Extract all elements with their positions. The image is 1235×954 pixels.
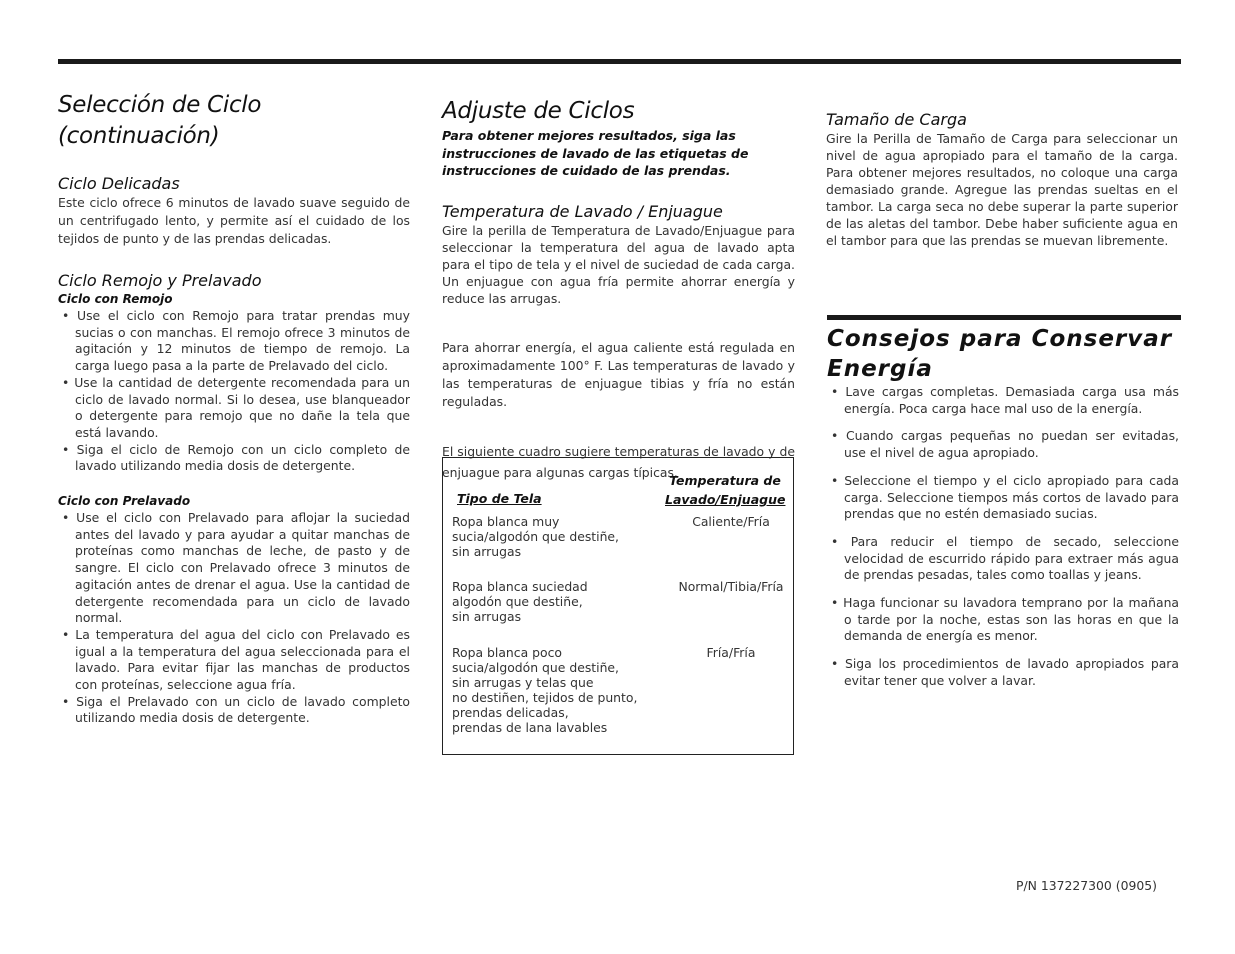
list-item: • Haga funcionar su lavadora temprano por la mañana o tarde por la noche, estas son las horas en que la demanda de energía es menor. [827, 595, 1179, 645]
table-header-temperatura [665, 471, 785, 509]
list-item: • Para reducir el tiempo de secado, seleccione velocidad de escurrido rápido para extraer más agua de prendas pesadas, tales como toallas y jeans. [827, 534, 1179, 584]
text-table-intro: El siguiente cuadro sugiere temperaturas de lavado y de enjuague para algunas cargas típicas. [442, 443, 795, 480]
subheading-ciclo-con-prelavado: Ciclo con Prelavado [58, 494, 191, 509]
list-remojo [58, 308, 410, 475]
text-ahorrar-energia: Para ahorrar energía, el agua caliente está regulada en aproximadamente 100° F. Las temperaturas de lavado y las temperaturas de enjuague tibias y fría no están reguladas. [442, 339, 795, 409]
list-item: • Siga el Prelavado con un ciclo de lavado completo utilizando media dosis de detergente. [58, 694, 410, 727]
column-seleccion-ciclo [58, 90, 410, 727]
section-title-seleccion [58, 90, 410, 152]
table-cell-fabric: Ropa blanca muy sucia/algodón que destiñe, sin arrugas [452, 514, 619, 559]
table-cell-temp: Fría/Fría [706, 645, 756, 660]
table-header-temp-line2: Lavado/Enjuague [665, 492, 786, 507]
subheading-ciclo-con-remojo: Ciclo con Remojo [58, 292, 173, 306]
heading-temperatura: Temperatura de Lavado / Enjuague [442, 201, 723, 221]
list-item: • La temperatura del agua del ciclo con Prelavado es igual a la temperatura del agua seleccionada para el lavado. Para evitar fijar las manchas de productos con proteínas, seleccione agua fría. [58, 627, 410, 694]
list-item: • Seleccione el tiempo y el ciclo apropiado para cada carga. Seleccione tiempos más cortos de lavado para prendas que no estén demasiado sucias. [827, 473, 1179, 523]
table-cell-fabric: Ropa blanca poco sucia/algodón que destiñe, sin arrugas y telas que no destiñen, tejidos de punto, prendas delicadas, prendas de lana lavables [452, 645, 638, 735]
table-cell-temp: Normal/Tibia/Fría [678, 579, 784, 594]
list-item: • Siga el ciclo de Remojo con un ciclo completo de lavado utilizando media dosis de detergente. [58, 442, 410, 475]
list-consejos [827, 384, 1179, 690]
list-item: • Use el ciclo con Remojo para tratar prendas muy sucias o con manchas. El remojo ofrece 3 minutos de agitación y 12 minutos de tiempo de remojo. La carga luego pasa a la parte de Prelavado del ciclo. [58, 308, 410, 375]
consejos-title-line2: Energía [827, 356, 933, 382]
table-header-temp-line1: Temperatura de [669, 473, 781, 488]
section-title-ajuste: Adjuste de Ciclos [442, 98, 635, 124]
list-item: • Lave cargas completas. Demasiada carga usa más energía. Poca carga hace mal uso de la energía. [827, 384, 1179, 417]
consejos-title-line1: Consejos para Conservar [827, 326, 1173, 352]
section-rule [827, 315, 1181, 320]
text-tamano-carga: Gire la Perilla de Tamaño de Carga para seleccionar un nivel de agua apropiado para el tamaño de la carga. Para obtener mejores resultados, no coloque una carga demasiado grande. Agregue las prendas sueltas en el tambor. La carga seca no debe superar la parte superior de las aletas del tambor. Debe haber suficiente agua en el tambor para que las prendas se muevan libremente. [826, 131, 1178, 248]
table-cell-fabric: Ropa blanca suciedad algodón que destiñe, sin arrugas [452, 579, 588, 624]
temperature-table [442, 457, 794, 755]
list-prelavado [58, 510, 410, 727]
text-ciclo-delicadas: Este ciclo ofrece 6 minutos de lavado suave seguido de un centrifugado lento, y permite así el cuidado de los tejidos de punto y de las prendas delicadas. [58, 195, 410, 246]
list-item: • Use la cantidad de detergente recomendada para un ciclo de lavado normal. Si lo desea, use blanqueador o detergente para remojo que no dañe la tela que está lavando. [58, 375, 410, 442]
section-title-consejos [827, 324, 1179, 384]
list-item: • Siga los procedimientos de lavado apropiados para evitar tener que volver a lavar. [827, 656, 1179, 689]
column-ajuste-ciclos [442, 96, 795, 483]
heading-ciclo-delicadas: Ciclo Delicadas [58, 174, 180, 193]
heading-tamano-carga: Tamaño de Carga [826, 110, 967, 129]
intro-text: Para obtener mejores resultados, siga las instrucciones de lavado de las etiquetas de instrucciones de cuidado de las prendas. [442, 128, 749, 178]
table-header-tipo-de-tela: Tipo de Tela [457, 491, 542, 506]
list-item: • Cuando cargas pequeñas no puedan ser evitadas, use el nivel de agua apropiado. [827, 428, 1179, 461]
column-tamano-carga [826, 110, 1178, 249]
heading-ciclo-remojo: Ciclo Remojo y Prelavado [58, 271, 262, 290]
text-temperatura: Gire la perilla de Temperatura de Lavado/Enjuague para seleccionar la temperatura del agua de lavado apta para el tipo de tela y el nivel de suciedad de cada carga. Un enjuague con agua fría permite ahorrar energía y reduce las arrugas. [442, 222, 795, 306]
part-number: P/N 137227300 (0905) [1016, 878, 1157, 893]
title-line2: (continuación) [58, 123, 220, 149]
table-cell-temp: Caliente/Fría [692, 514, 770, 529]
top-rule [58, 59, 1181, 64]
column-consejos [827, 324, 1179, 690]
title-line1: Selección de Ciclo [58, 92, 262, 118]
list-item: • Use el ciclo con Prelavado para aflojar la suciedad antes del lavado y para ayudar a quitar manchas de proteínas como manchas de leche, de pasto y de sangre. El ciclo con Prelavado ofrece 3 minutos de agitación antes de drenar el agua. Use la cantidad de detergente recomendada para un ciclo de lavado normal. [58, 510, 410, 627]
